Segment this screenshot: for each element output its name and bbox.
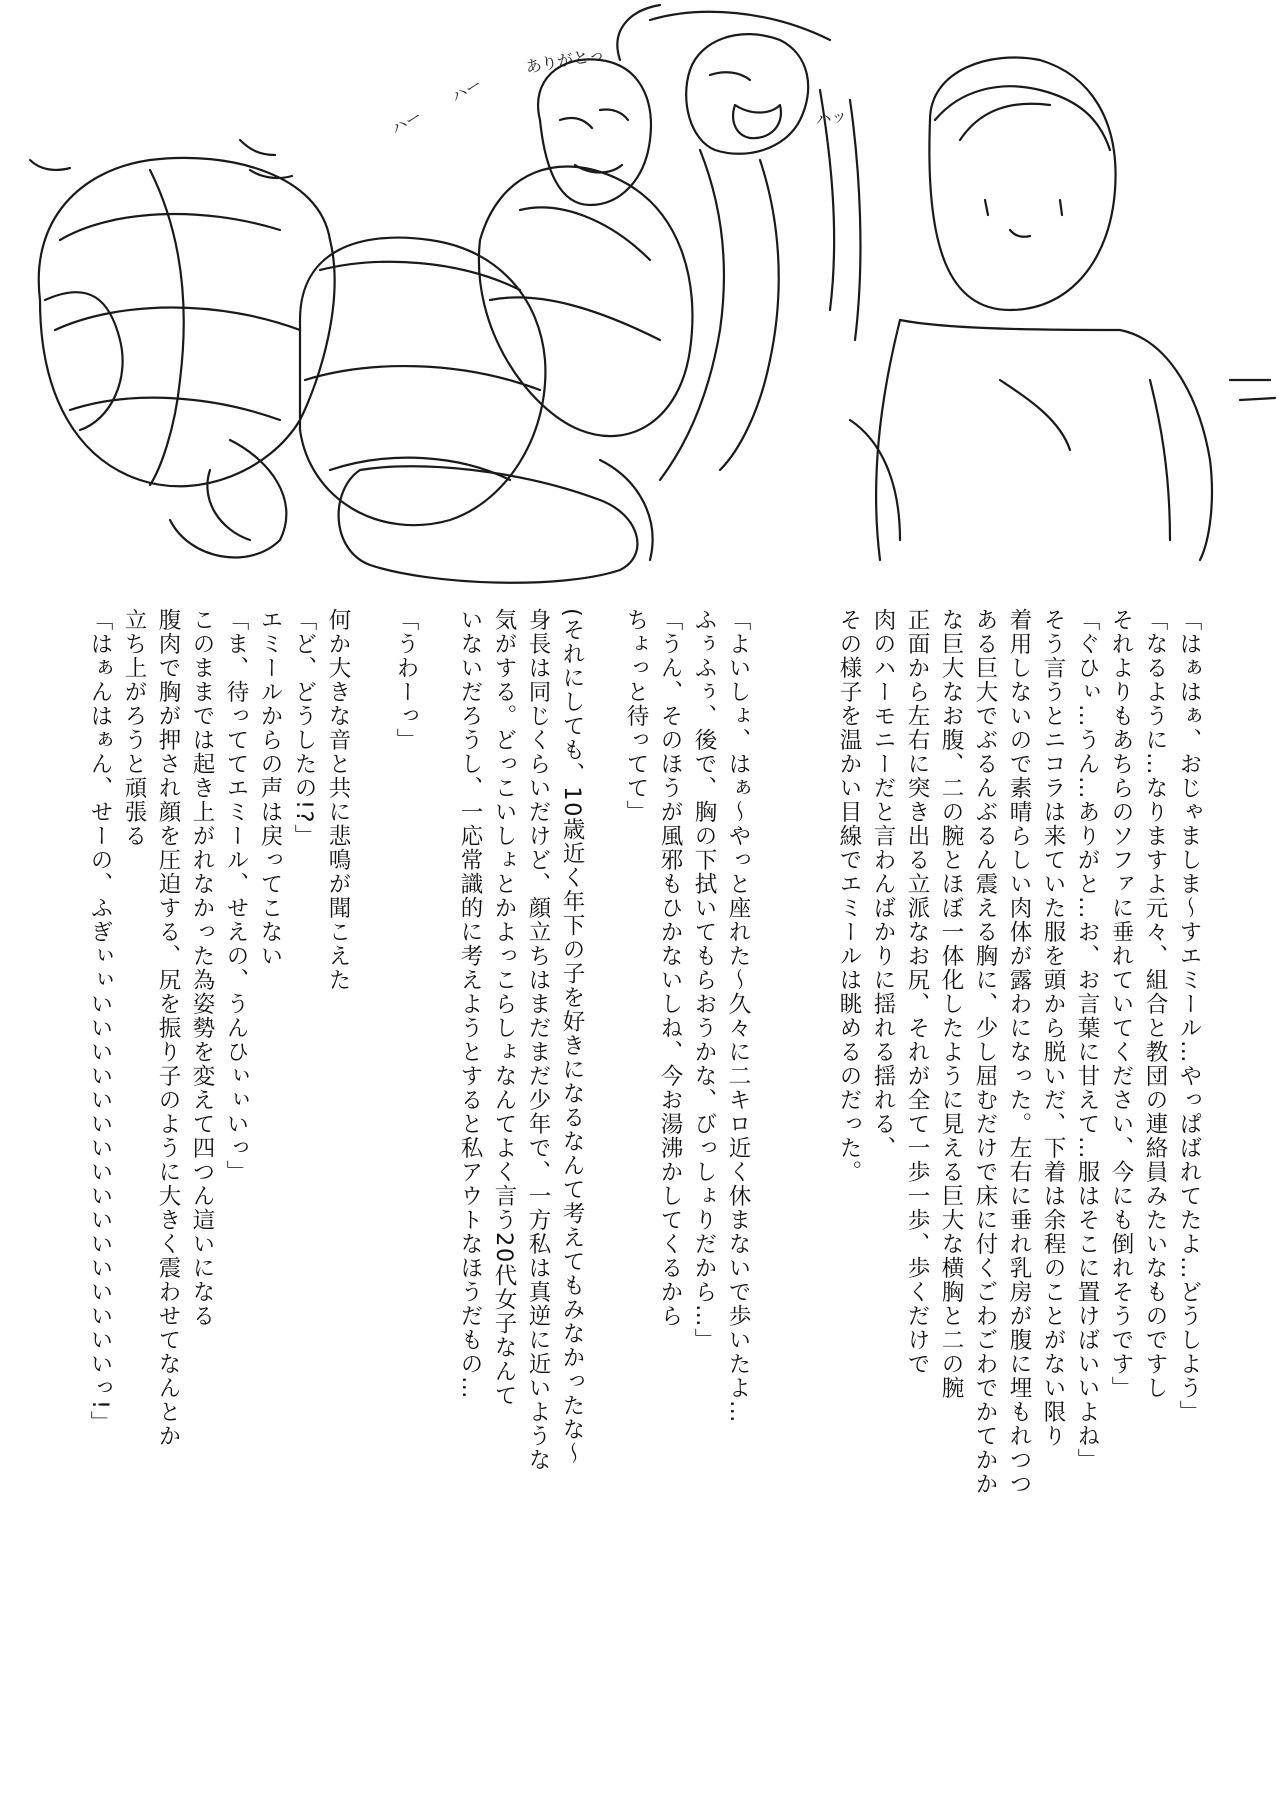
manga-illustration-panel bbox=[0, 0, 1280, 590]
text-line: いないだろうし、一応常識的に考えようとすると私アウトなほうだもの… bbox=[457, 608, 483, 1400]
text-line: 「ぐひぃ…うん…ありがと…お、お言葉に甘えて…服はそこに置けばいいよね」 bbox=[1074, 608, 1100, 1472]
sfx-haa-3: ハッ bbox=[813, 105, 849, 130]
text-line: 正面から左右に突き出る立派なお尻、それが全て一歩一歩、歩くだけで bbox=[904, 608, 930, 1376]
text-line: 「ま、待っててエミール、せえの、うんひぃぃいっ」 bbox=[223, 608, 249, 1184]
open-mouth-face bbox=[686, 34, 808, 154]
sfx-haa-2: ハー bbox=[387, 106, 426, 139]
text-line: エミールからの声は戻ってこない bbox=[257, 608, 283, 968]
text-line: ふぅふぅ、後で、胸の下拭いてもらおうかな、びっしょりだから…」 bbox=[691, 608, 717, 1352]
sfx-arigato: ありがとっ bbox=[524, 44, 606, 77]
paragraph-gap bbox=[589, 608, 619, 1618]
text-line: 着用しないので素晴らしい肉体が露わになった。左右に垂れ乳房が腹に埋もれつつ bbox=[1006, 608, 1032, 1496]
text-line: 腹肉で胸が押され顔を圧迫する、尻を振り子のように大きく震わせてなんとか bbox=[155, 608, 181, 1448]
text-line: 「はぁんはぁん、せーの、ふぎぃぃいいいいいいいいいいいいいいいいっ!」 bbox=[87, 608, 113, 1435]
text-line: 「なるように…なりますよ元々、組合と教団の連絡員みたいなものですし bbox=[1142, 608, 1168, 1400]
text-line: 「うん、そのほうが風邪もひかないしね、今お湯沸かしてくるから bbox=[657, 608, 683, 1328]
text-line: それよりもあちらのソファに垂れていてください、今にも倒れそうです」 bbox=[1108, 608, 1134, 1400]
narrative-block-2 bbox=[365, 608, 755, 1618]
text-line: 「はぁはぁ、おじゃましま〜すエミール…やっぱばれてたよ…どうしよう」 bbox=[1176, 608, 1202, 1424]
lower-belly-roll bbox=[339, 466, 638, 582]
text-line: 「うわーっ」 bbox=[393, 608, 419, 752]
narrative-block-1 bbox=[766, 608, 1206, 1618]
text-line: ちょっと待ってて」 bbox=[623, 608, 649, 824]
text-line: 何か大きな音と共に悲鳴が聞こえた bbox=[325, 608, 351, 992]
text-line: な巨大なお腹、二の腕とほぼ一体化したように見える巨大な横胸と二の腕 bbox=[938, 608, 964, 1400]
text-line: その様子を温かい目線でエミールは眺めるのだった。 bbox=[836, 608, 862, 1184]
boy-head bbox=[929, 58, 1115, 311]
center-belly-roll bbox=[300, 238, 545, 526]
text-line: 身長は同じくらいだけど、顔立ちはまだまだ少年で、一方私は真逆に近いような bbox=[525, 608, 551, 1472]
sketch-drawing bbox=[0, 0, 1280, 590]
text-line: ある巨大でぶるんぶるん震える胸に、少し屈むだけで床に付くごわごわでかてかか bbox=[972, 608, 998, 1496]
left-belly-roll bbox=[39, 158, 335, 486]
text-line: 「ど、どうしたの!?」 bbox=[291, 608, 317, 848]
narrative-block-3 bbox=[65, 608, 355, 1618]
sfx-haa-1: ハー bbox=[447, 74, 486, 107]
text-line: 気がする。どっこいしょとかよっこらしょなんてよく言う20代女子なんて bbox=[491, 608, 517, 1408]
head-outline bbox=[538, 59, 651, 205]
text-line: 立ち上がろうと頑張る bbox=[121, 608, 147, 848]
text-line: このままでは起き上がれなかった為姿勢を変えて四つん這いになる bbox=[189, 608, 215, 1328]
text-line: そう言うとニコラは来ていた服を頭から脱いだ、下着は余程のことがない限り bbox=[1040, 608, 1066, 1448]
text-line: (それにしても、10歳近く年下の子を好きになるなんて考えてもみなかったな〜 bbox=[559, 608, 585, 1466]
paragraph-gap bbox=[423, 608, 453, 1618]
text-line: 「よいしょ、はぁ〜やっと座れた〜久々に二キロ近く休まないで歩いたよ… bbox=[725, 608, 751, 1424]
chest-mass bbox=[479, 167, 693, 437]
text-line: 肉のハーモニーだと言わんばかりに揺れる揺れる、 bbox=[870, 608, 896, 1160]
boy-body bbox=[900, 320, 1212, 560]
